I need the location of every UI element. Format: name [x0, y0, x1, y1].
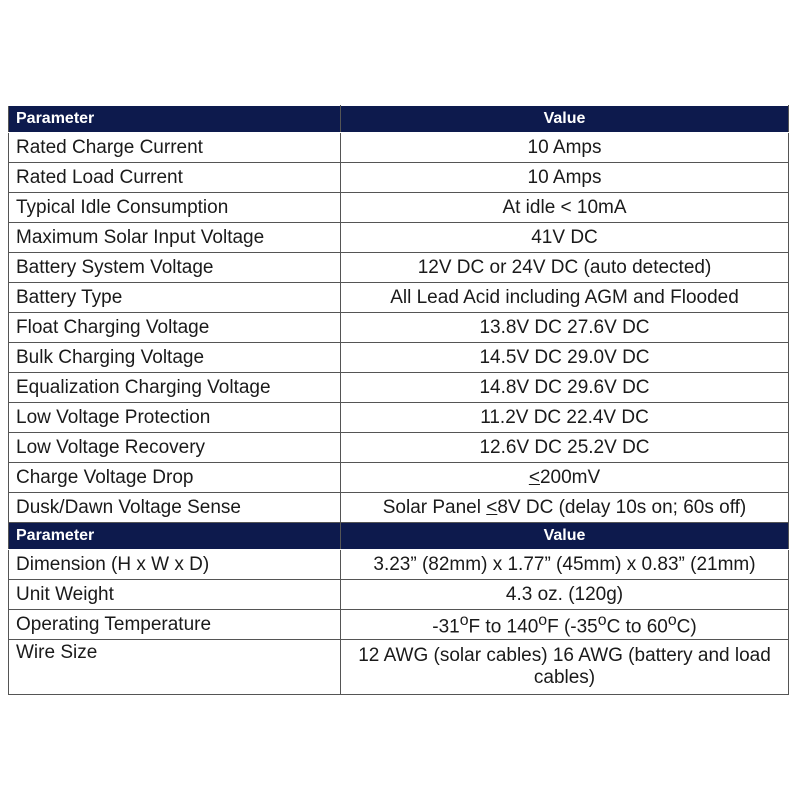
table-row: [9, 610, 789, 640]
value-cell: 14.8V DC 29.6V DC: [341, 373, 789, 403]
header-parameter: Parameter: [9, 523, 341, 550]
header-value: Value: [341, 523, 789, 550]
value-text: Solar Panel: [382, 496, 487, 518]
parameter-cell: Low Voltage Protection: [9, 403, 341, 433]
value-cell: 4.3 oz. (120g): [341, 580, 789, 610]
parameter-cell: Wire Size: [9, 640, 341, 695]
table-row: [9, 493, 789, 523]
table-row: [9, 373, 789, 403]
table-row: [9, 463, 789, 493]
value-cell: 14.5V DC 29.0V DC: [341, 343, 789, 373]
parameter-cell: Float Charging Voltage: [9, 313, 341, 343]
parameter-cell: Bulk Charging Voltage: [9, 343, 341, 373]
parameter-cell: Charge Voltage Drop: [9, 463, 341, 493]
header-value: Value: [341, 106, 789, 133]
parameter-cell: Operating Temperature: [9, 610, 341, 640]
less-equal-symbol: <: [486, 496, 498, 518]
parameter-cell: Battery Type: [9, 283, 341, 313]
value-cell: 10 Amps: [341, 133, 789, 163]
parameter-cell: Rated Charge Current: [9, 133, 341, 163]
parameter-cell: Rated Load Current: [9, 163, 341, 193]
value-text: -31: [432, 616, 460, 638]
degree-mark: o: [538, 612, 548, 630]
table-row: [9, 343, 789, 373]
table-row: [9, 640, 789, 695]
degree-mark: o: [459, 612, 469, 630]
table-row: [9, 550, 789, 580]
header-parameter: Parameter: [9, 106, 341, 133]
table-row: [9, 580, 789, 610]
table-row: [9, 193, 789, 223]
value-text: F to 140: [468, 616, 539, 638]
value-cell: 11.2V DC 22.4V DC: [341, 403, 789, 433]
value-text: C to 60: [606, 616, 668, 638]
value-cell: 12V DC or 24V DC (auto detected): [341, 253, 789, 283]
value-text: 8V DC (delay 10s on; 60s off): [497, 496, 747, 518]
parameter-cell: Battery System Voltage: [9, 253, 341, 283]
parameter-cell: Dimension (H x W x D): [9, 550, 341, 580]
table-row: [9, 163, 789, 193]
spec-table: [8, 105, 789, 695]
value-cell: [341, 493, 789, 523]
value-cell: [341, 610, 789, 640]
degree-mark: o: [667, 612, 677, 630]
less-equal-symbol: <: [528, 466, 540, 488]
table-row: [9, 133, 789, 163]
parameter-cell: Dusk/Dawn Voltage Sense: [9, 493, 341, 523]
table-row: [9, 403, 789, 433]
value-cell: 12.6V DC 25.2V DC: [341, 433, 789, 463]
table-row: [9, 283, 789, 313]
table-header-row: [9, 106, 789, 133]
parameter-cell: Typical Idle Consumption: [9, 193, 341, 223]
value-text: 200mV: [539, 466, 601, 488]
value-text: C): [676, 616, 697, 638]
value-cell: All Lead Acid including AGM and Flooded: [341, 283, 789, 313]
degree-mark: o: [597, 612, 607, 630]
table-row: [9, 313, 789, 343]
value-cell: [341, 463, 789, 493]
parameter-cell: Low Voltage Recovery: [9, 433, 341, 463]
value-cell: 12 AWG (solar cables) 16 AWG (battery and load cables): [341, 640, 789, 695]
table-row: [9, 253, 789, 283]
value-cell: 13.8V DC 27.6V DC: [341, 313, 789, 343]
table-row: [9, 433, 789, 463]
value-text: F (-35: [547, 616, 598, 638]
value-cell: 10 Amps: [341, 163, 789, 193]
value-cell: At idle < 10mA: [341, 193, 789, 223]
value-cell: 41V DC: [341, 223, 789, 253]
parameter-cell: Equalization Charging Voltage: [9, 373, 341, 403]
parameter-cell: Maximum Solar Input Voltage: [9, 223, 341, 253]
table-row: [9, 223, 789, 253]
table-header-row: [9, 523, 789, 550]
parameter-cell: Unit Weight: [9, 580, 341, 610]
value-cell: 3.23” (82mm) x 1.77” (45mm) x 0.83” (21mm): [341, 550, 789, 580]
